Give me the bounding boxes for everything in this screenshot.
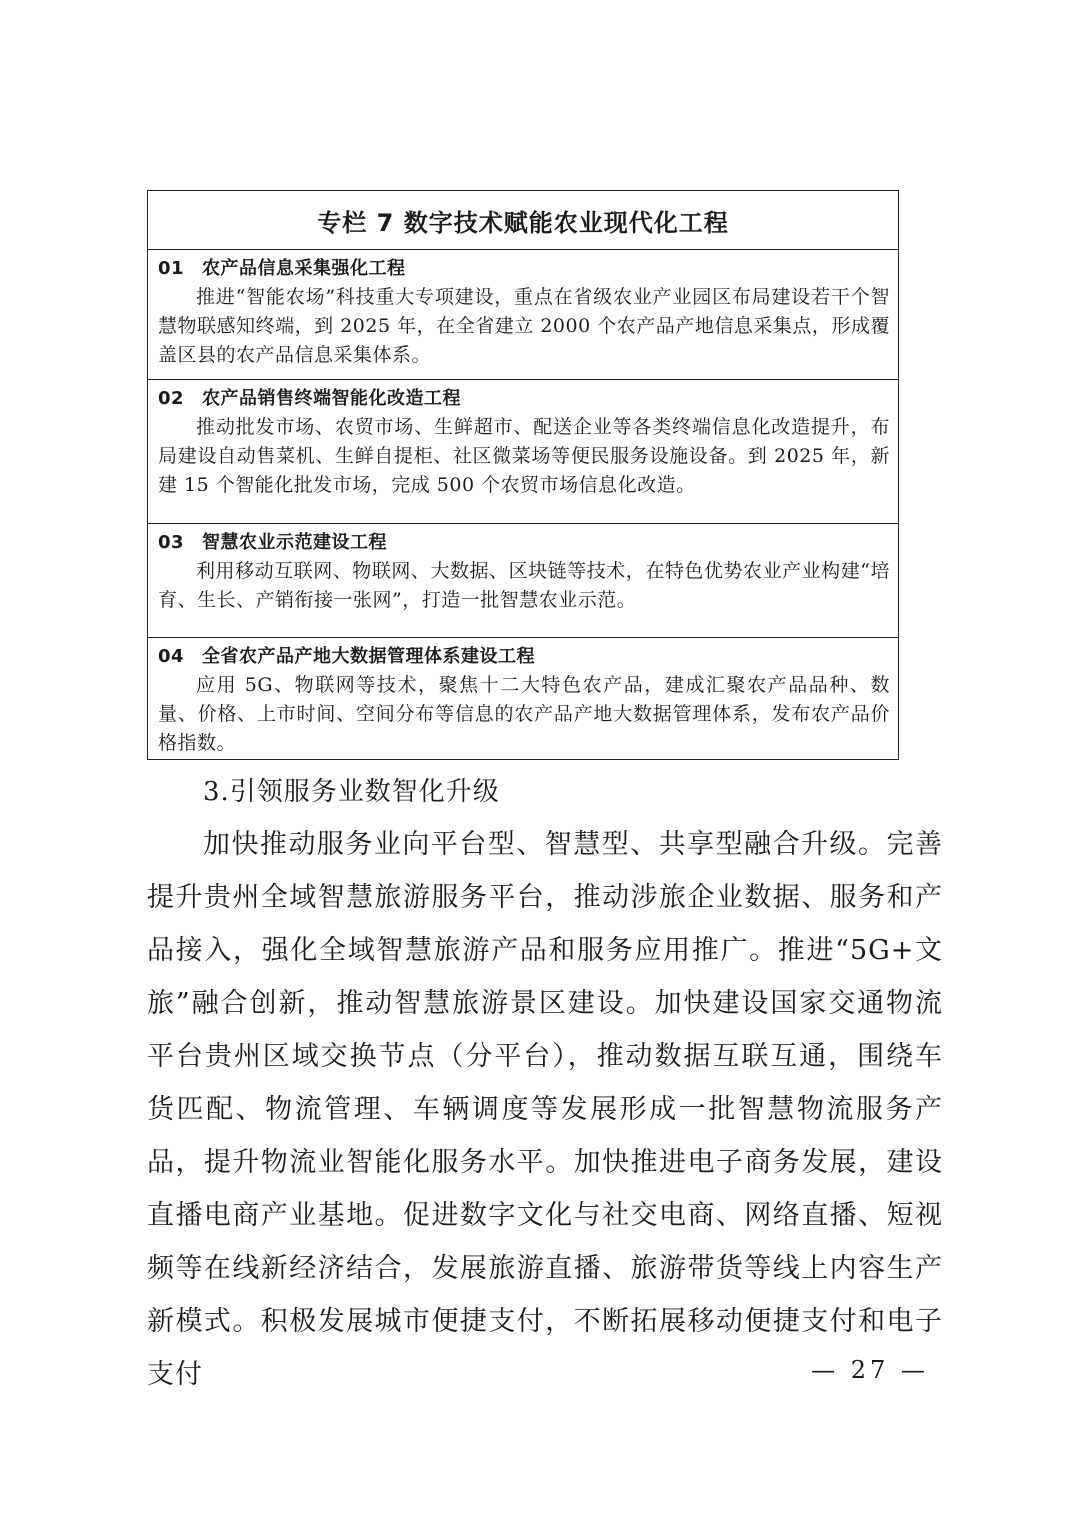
- section-title: 农产品销售终端智能化改造工程: [202, 388, 461, 409]
- body-paragraph: 加快推动服务业向平台型、智慧型、共享型融合升级。完善提升贵州全域智慧旅游服务平台，推动涉旅企业数据、服务和产品接入，强化全域智慧旅游产品和服务应用推广。推进“5G+文旅”融合创新，推动智慧旅游景区建设。加快建设国家交通物流平台贵州区域交换节点（分平台），推动数据互联互通，围绕车货匹配、物流管理、车辆调度等发展形成一批智慧物流服务产品，提升物流业智能化服务水平。加快推进电子商务发展，建设直播电商产业基地。促进数字文化与社交电商、网络直播、短视频等在线新经济结合，发展旅游直播、旅游带货等线上内容生产新模式。积极发展城市便捷支付，不断拓展移动便捷支付和电子支付: [147, 829, 943, 1390]
- box-title: 专栏 7 数字技术赋能农业现代化工程: [148, 191, 898, 250]
- box-section: [148, 524, 898, 638]
- page-number: — 27 —: [811, 1356, 929, 1384]
- section-body: 应用 5G、物联网等技术，聚焦十二大特色农产品，建成汇聚农产品品种、数量、价格、上市时间、空间分布等信息的农产品产地大数据管理体系，发布农产品价格指数。: [158, 674, 890, 754]
- section-subheading: 3.引领服务业数智化升级: [203, 777, 500, 807]
- section-number: 02: [158, 388, 185, 409]
- section-body: 推动批发市场、农贸市场、生鲜超市、配送企业等各类终端信息化改造提升，布局建设自动售菜机、生鲜自提柜、社区微菜场等便民服务设施设备。到 2025 年，新建 15 个智能化批发市场，完成 500 个农贸市场信息化改造。: [158, 416, 890, 496]
- box-section: [148, 638, 898, 760]
- box-section: [148, 250, 898, 380]
- section-number: 04: [158, 646, 185, 667]
- section-heading: [158, 642, 890, 671]
- section-heading: [158, 528, 890, 557]
- section-number: 01: [158, 258, 185, 279]
- section-heading: [158, 254, 890, 283]
- section-title: 全省农产品产地大数据管理体系建设工程: [202, 646, 535, 667]
- section-body: 推进“智能农场”科技重大专项建设，重点在省级农业产业园区布局建设若干个智慧物联感知终端，到 2025 年，在全省建立 2000 个农产品产地信息采集点，形成覆盖区县的农产品信息采集体系。: [158, 286, 890, 366]
- section-title: 智慧农业示范建设工程: [202, 532, 387, 553]
- section-body: 利用移动互联网、物联网、大数据、区块链等技术，在特色优势农业产业构建“培育、生长、产销衔接一张网”，打造一批智慧农业示范。: [158, 560, 890, 611]
- section-number: 03: [158, 532, 185, 553]
- section-title: 农产品信息采集强化工程: [202, 258, 406, 279]
- section-heading: [158, 384, 890, 413]
- box-section: [148, 380, 898, 524]
- feature-box: [147, 190, 899, 760]
